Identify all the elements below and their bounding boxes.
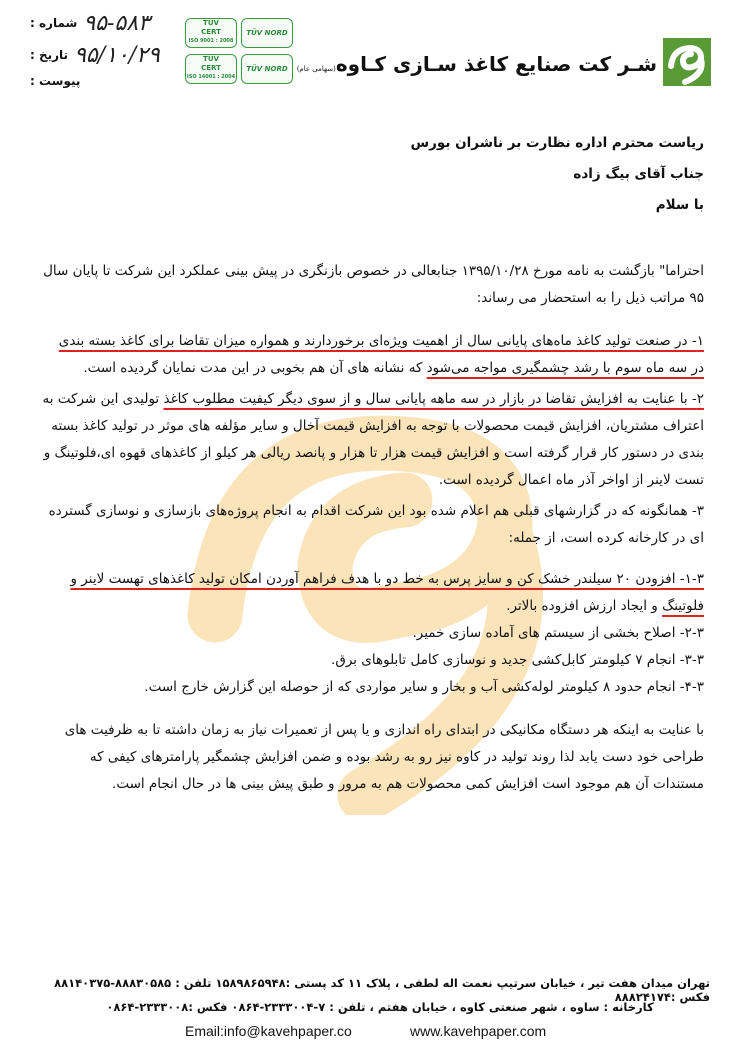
item-1-text: که نشانه های آن هم بخوبی در این مدت نمایان گردیده است. [83,360,427,376]
intro-paragraph: احتراما" بازگشت به نامه مورخ ۱۳۹۵/۱۰/۲۸ جنابعالی در خصوص بازنگری در پیش بینی عملکرد این شرکت تا پایان سال ۹۵ مراتب ذیل را به استحضار می رساند: [43,263,704,306]
cert-badges [185,18,295,86]
sub-item-1-highlight: ۱-۳- افزودن ۲۰ سیلندر خشک کن و سایز پرس به خط دو با هدف فراهم آوردن امکان تولید کاغذهای تهست لاینر و فلوتینگ [70,571,704,614]
number-label: شماره : [30,16,78,30]
sub-item-4: ۴-۳- انجام حدود ۸ کیلومتر لوله‌کشی آب و بخار و سایر مواردی که از حوصله این گزارش خارج است. [144,679,704,695]
item-1-highlight: ۱- در صنعت تولید کاغذ ماه‌های پایانی سال از اهمیت ویژه‌ای برخوردارند و همواره میزان تقاضا برای کاغذ بسته بندی در سه ماه سوم با رشد چشمگیری مواجه می‌شود [58,333,704,376]
tuv-cert-badge-1: TÜV CERT ISO 9001 : 2008 [185,18,237,48]
company-suffix: (سهامی عام) [296,65,336,73]
number-value: ۹۵-۵۸۳ [83,10,150,36]
item-2 [42,386,704,494]
recipient-block [304,128,704,221]
footer-address-1: تهران میدان هفت تیر ، خیابان سرتیپ نعمت اله لطفی ، پلاک ۱۱ کد پستی :۱۵۸۹۸۶۵۹۴۸ تلفن : ۸۸۸۳۰۵۸۵-۸۸۱۴۰۳۷۵ فکس :۸۸۸۲۴۱۷۴ [54,976,710,1004]
recipient-line-1: ریاست محترم اداره نظارت بر ناشران بورس [410,135,704,151]
sub-item-2: ۲-۳- اصلاح بخشی از سیستم های آماده سازی خمیر. [412,625,704,641]
recipient-line-3: با سلام [655,197,704,213]
date-row [30,42,165,68]
attachment-label: پیوست : [30,74,81,88]
attachment-row [30,68,165,94]
item-3: ۳- همانگونه که در گزارشهای قبلی هم اعلام شده بود این شرکت اقدام به انجام پروژه‌های بازسازی و نوسازی گسترده ای در کارخانه کرده است، از جمله: [48,503,704,546]
sub-item-1-text: و ایجاد ارزش افزوده بالاتر. [506,598,663,614]
item-1 [42,328,704,382]
date-value: ۹۵/۱۰/۲۹ [74,42,160,68]
recipient-line-2: جناب آقای بیگ زاده [573,166,704,182]
company-logo-icon [663,38,711,86]
sub-item-3: ۳-۳- انجام ۷ کیلومتر کابل‌کشی جدید و نوسازی کامل تابلوهای برق. [331,652,704,668]
number-row [30,10,165,36]
closing-paragraph: با عنایت به اینکه هر دستگاه مکانیکی در ابتدای راه اندازی و یا پس از تعمیرات نیاز به زمان داشته تا به ظرفیت های طراحی خود دست یابد لذا روند تولید در کاوه نیز رو به رشد بوده و ضمن افزایش چشمگیر پارامترهای کیفی که مستندات آن هم موجود است افزایش کمی محصولات هم به مرور و طبق پیش بینی ها در حال انجام است. [64,722,704,792]
footer-email[interactable]: Email:info@kavehpaper.co [185,1023,352,1039]
footer-address-2: کارخانه : ساوه ، شهر صنعتی کاوه ، خیابان هفتم ، تلفن : ۷-۲۳۳۳۰۰۴-۰۸۶۴ فکس :۲۳۳۳۰۰۸-۰۸۶۴ [106,1000,654,1014]
item-2-text: تولیدی این شرکت به اعتراف مشتریان، افزایش قیمت محصولات با توجه به افزایش قیمت آخال و سایر مؤلفه های موثر در تولید کاغذ بسته بندی در دستور کار قرار گرفته است و افزایش قیمت هزار تا هزار و پانصد ریالی هر کیلو از کاغذهای قهوه ای،فلوتینگ و تست لاینر از اواخر آذر ماه اعمال گردیده است. [42,391,704,488]
tuv-cert-badge-2: TÜV CERT ISO 14001 : 2004 [185,54,237,84]
tuv-nord-badge-2: TÜV NORD [241,54,293,84]
footer-website[interactable]: www.kavehpaper.com [410,1023,547,1039]
date-label: تاریخ : [30,48,69,62]
item-2-highlight: ۲- با عنایت به افزایش تقاضا در بازار در سه ماهه پایانی سال و از سوی دیگر کیفیت مطلوب کاغذ [163,391,704,407]
sub-item-1 [42,566,704,620]
tuv-nord-badge-1: TÜV NORD [241,18,293,48]
header-meta [30,10,165,94]
company-name: شـر کت صنایع کاغذ سـازی کـاوه(سهامی عام) [296,52,657,76]
letter-body [42,258,704,798]
